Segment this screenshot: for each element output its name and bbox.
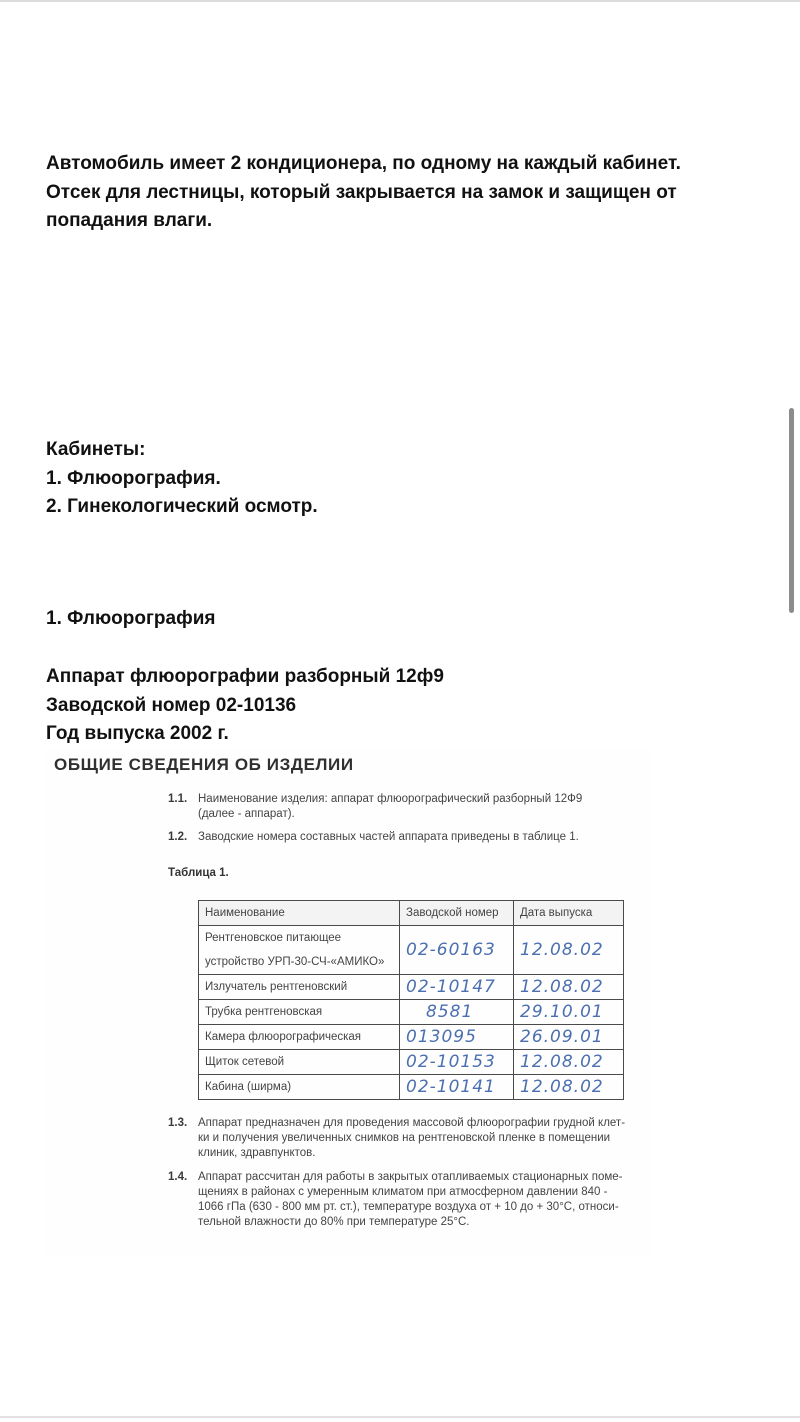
cabinets-block (46, 436, 786, 522)
cell-date (513, 1075, 623, 1099)
intro-paragraph (46, 150, 786, 236)
table-caption: Таблица 1. (168, 867, 229, 879)
section-title: 1. Флюорография (46, 608, 216, 629)
intro-line: Отсек для лестницы, который закрывается на замок и защищен от (46, 181, 677, 203)
handwritten-date: 12.08.02 (520, 1052, 604, 1072)
table-header-row (199, 901, 623, 925)
cabinet-item: 1. Флюорография. (46, 467, 221, 489)
serial-numbers-table (198, 900, 624, 1100)
table-row (199, 1049, 623, 1074)
item-number: 1.4. (168, 1171, 188, 1183)
section-title-block (46, 605, 786, 634)
cell-serial (399, 1000, 513, 1024)
item-text-line: Аппарат предназначен для проведения массовой флюорографии грудной клет- (198, 1117, 626, 1129)
cell-name: Излучатель рентгеновский (205, 981, 348, 993)
cell-name: Камера флюорографическая (205, 1031, 362, 1043)
device-info-block (46, 663, 786, 749)
cell-serial (399, 975, 513, 999)
table-row (199, 999, 623, 1024)
cell-serial (399, 1075, 513, 1099)
handwritten-date: 29.10.01 (520, 1002, 604, 1022)
table-row (199, 974, 623, 999)
cell-date (513, 1025, 623, 1049)
cabinet-item: 2. Гинекологический осмотр. (46, 496, 318, 517)
item-text-line: 1066 гПа (630 - 800 мм рт. ст.), температуре воздуха от + 10 до + 30°С, относи- (198, 1201, 619, 1213)
handwritten-serial: 013095 (406, 1027, 477, 1047)
handwritten-serial: 02-10147 (406, 977, 496, 997)
device-year: Год выпуска 2002 г. (46, 723, 229, 744)
handwritten-serial: 02-10141 (406, 1077, 496, 1097)
table-row (199, 925, 623, 974)
cell-date (513, 1050, 623, 1074)
cell-serial (399, 926, 513, 974)
handwritten-date: 26.09.01 (520, 1027, 604, 1047)
cell-name-line: Рентгеновское питающее (205, 932, 342, 944)
cell-name: Трубка рентгеновская (205, 1006, 323, 1018)
device-name: Аппарат флюорографии разборный 12ф9 (46, 666, 444, 687)
top-divider (0, 0, 800, 2)
header-cell-serial: Заводской номер (399, 901, 513, 925)
cell-name: Кабина (ширма) (205, 1081, 292, 1093)
handwritten-date: 12.08.02 (520, 977, 604, 997)
item-text-line: Заводские номера составных частей аппарата приведены в таблице 1. (198, 831, 579, 843)
item-text-line: тельной влажности до 80% при температуре 25°С. (198, 1216, 470, 1228)
cell-serial (399, 1025, 513, 1049)
scan-heading: ОБЩИЕ СВЕДЕНИЯ ОБ ИЗДЕЛИИ (54, 755, 354, 774)
item-text-line: клиник, здравпунктов. (198, 1147, 316, 1159)
cell-date (513, 926, 623, 974)
handwritten-serial: 8581 (426, 1002, 474, 1022)
cabinets-heading: Кабинеты: (46, 439, 146, 460)
scanned-document-image (46, 749, 650, 1257)
intro-line: Автомобиль имеет 2 кондиционера, по одному на каждый кабинет. (46, 153, 681, 174)
cell-date (513, 1000, 623, 1024)
cell-date (513, 975, 623, 999)
bottom-divider (0, 1416, 800, 1418)
item-text-line: ки и получения увеличенных снимков на рентгеновской пленке в помещении (198, 1132, 611, 1144)
cell-name (199, 926, 399, 974)
handwritten-serial: 02-10153 (406, 1052, 496, 1072)
handwritten-date: 12.08.02 (520, 940, 604, 960)
header-cell-name: Наименование (199, 901, 399, 925)
item-text-line: Наименование изделия: аппарат флюорографический разборный 12Ф9 (198, 793, 583, 805)
device-serial: Заводской номер 02-10136 (46, 694, 297, 716)
cell-serial (399, 1050, 513, 1074)
item-number: 1.3. (168, 1117, 188, 1129)
intro-line: попадания влаги. (46, 210, 213, 231)
cell-name: Щиток сетевой (205, 1056, 285, 1068)
vertical-scrollbar[interactable] (789, 408, 794, 613)
cell-name-line: устройство УРП-30-СЧ-«АМИКО» (205, 956, 385, 968)
item-text-line: Аппарат рассчитан для работы в закрытых отапливаемых стационарных поме- (198, 1171, 623, 1183)
item-number: 1.2. (168, 831, 188, 843)
handwritten-date: 12.08.02 (520, 1077, 604, 1097)
item-text-line: щениях в районах с умеренным климатом при атмосферном давлении 840 - (198, 1186, 608, 1198)
item-text-line: (далее - аппарат). (198, 808, 295, 820)
header-cell-date: Дата выпуска (513, 901, 623, 925)
table-row (199, 1024, 623, 1049)
table-row (199, 1074, 623, 1099)
handwritten-serial: 02-60163 (406, 940, 496, 960)
item-number: 1.1. (168, 793, 188, 805)
